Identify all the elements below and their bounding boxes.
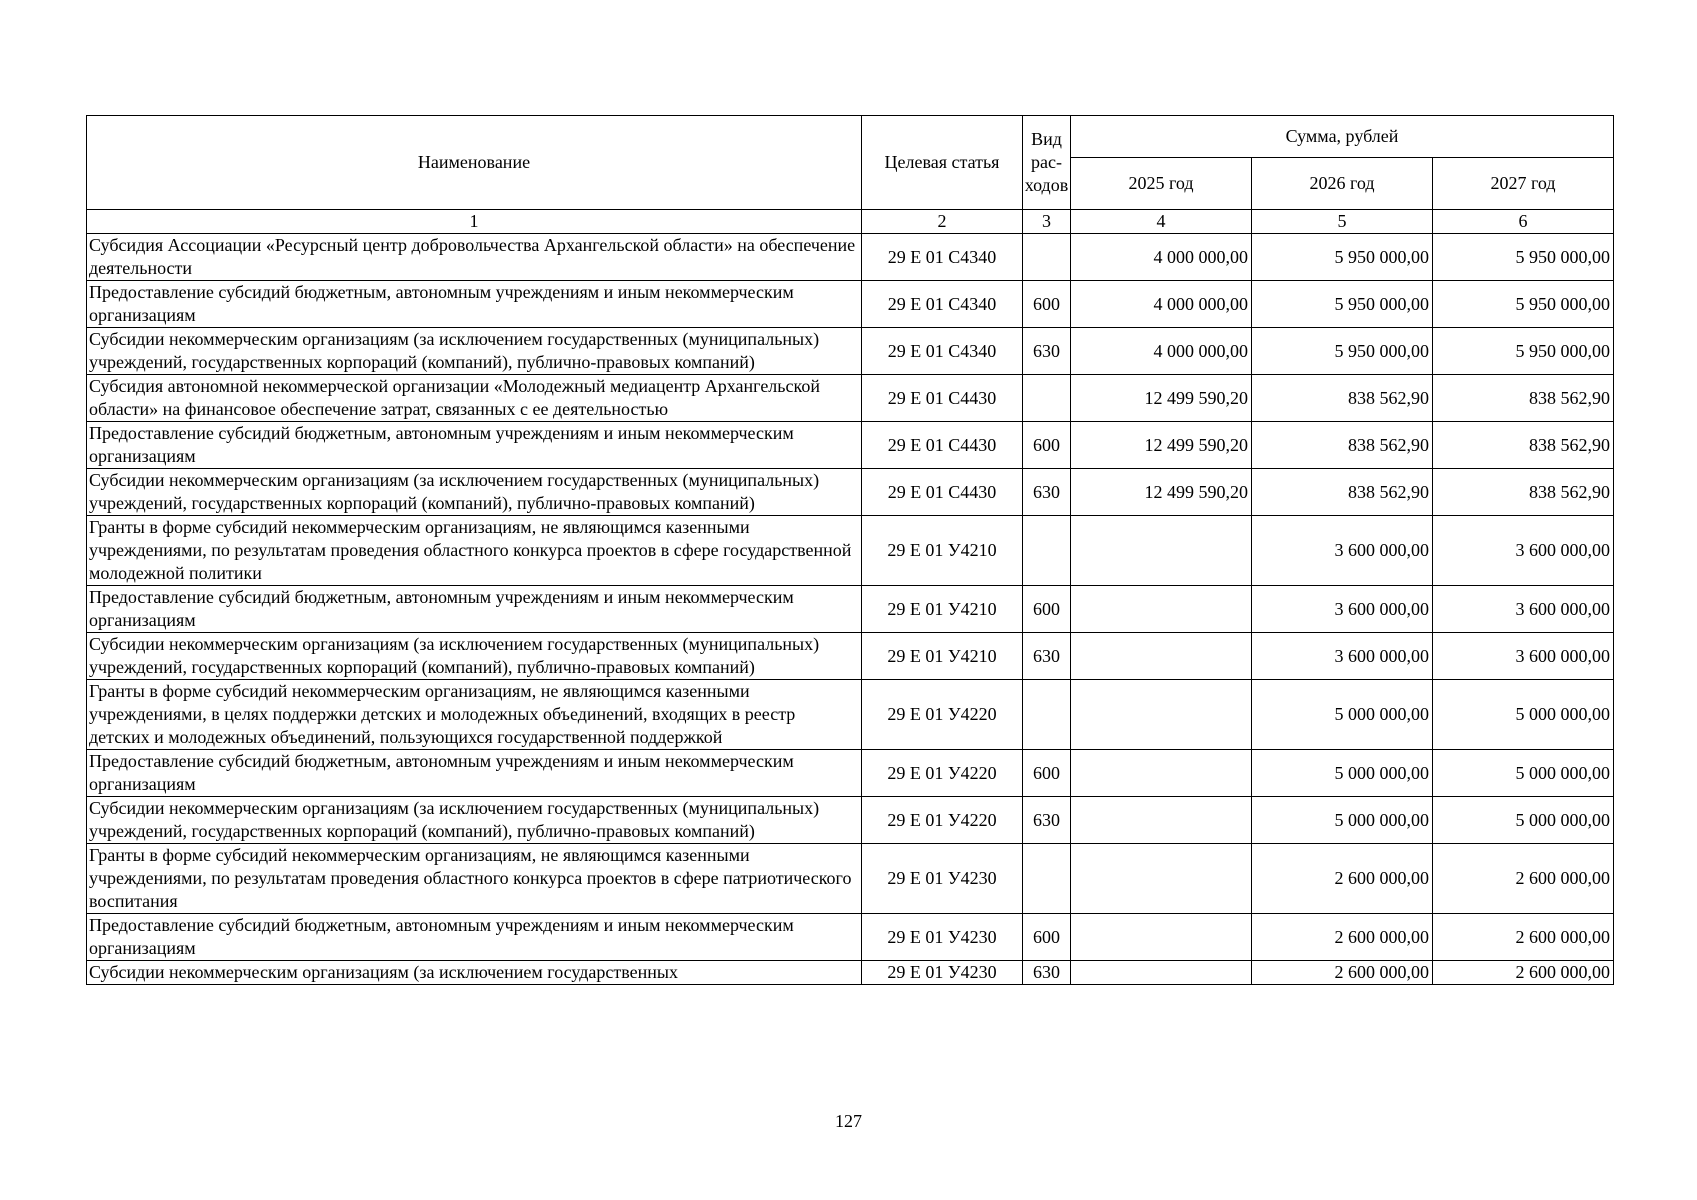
row-sum-2025 (1071, 633, 1252, 680)
table-header (87, 116, 1614, 234)
column-number: 1 (87, 210, 862, 234)
row-sum-2027: 5 950 000,00 (1433, 328, 1614, 375)
row-name: Субсидия Ассоциации «Ресурсный центр добровольчества Архангельской области» на обеспечение деятельности (87, 234, 862, 281)
row-target-code: 29 Е 01 У4230 (862, 844, 1023, 914)
row-name: Предоставление субсидий бюджетным, автономным учреждениям и иным некоммерческим организациям (87, 281, 862, 328)
row-expense-type: 630 (1023, 328, 1071, 375)
header-code: Целевая статья (862, 116, 1023, 210)
row-sum-2026: 5 000 000,00 (1252, 750, 1433, 797)
row-sum-2027: 2 600 000,00 (1433, 844, 1614, 914)
row-expense-type: 630 (1023, 633, 1071, 680)
row-sum-2027: 5 000 000,00 (1433, 797, 1614, 844)
table-row (87, 633, 1614, 680)
row-sum-2027: 3 600 000,00 (1433, 586, 1614, 633)
row-sum-2026: 3 600 000,00 (1252, 633, 1433, 680)
row-expense-type (1023, 844, 1071, 914)
row-name: Предоставление субсидий бюджетным, автономным учреждениям и иным некоммерческим организациям (87, 586, 862, 633)
header-vid: Вид рас-ходов (1023, 116, 1071, 210)
row-sum-2026: 5 950 000,00 (1252, 281, 1433, 328)
row-sum-2026: 5 000 000,00 (1252, 680, 1433, 750)
row-name: Гранты в форме субсидий некоммерческим организациям, не являющимся казенными учреждениями, по результатам проведения областного конкурса проектов в сфере государственной молодежной политики (87, 516, 862, 586)
row-name: Предоставление субсидий бюджетным, автономным учреждениям и иным некоммерческим организациям (87, 914, 862, 961)
row-target-code: 29 Е 01 У4210 (862, 586, 1023, 633)
header-sum: Сумма, рублей (1071, 116, 1614, 158)
budget-table (86, 115, 1614, 985)
row-target-code: 29 Е 01 С4430 (862, 422, 1023, 469)
row-name: Субсидии некоммерческим организациям (за исключением государственных (муниципальных) учреждений, государственных корпораций (компаний), публично-правовых компаний) (87, 633, 862, 680)
column-number: 4 (1071, 210, 1252, 234)
row-expense-type (1023, 680, 1071, 750)
row-sum-2026: 2 600 000,00 (1252, 844, 1433, 914)
row-sum-2025: 12 499 590,20 (1071, 422, 1252, 469)
row-expense-type: 630 (1023, 469, 1071, 516)
row-sum-2025 (1071, 914, 1252, 961)
row-sum-2027: 2 600 000,00 (1433, 961, 1614, 985)
table-row (87, 844, 1614, 914)
row-sum-2026: 3 600 000,00 (1252, 516, 1433, 586)
row-sum-2026: 838 562,90 (1252, 422, 1433, 469)
row-sum-2026: 2 600 000,00 (1252, 914, 1433, 961)
row-target-code: 29 Е 01 С4430 (862, 469, 1023, 516)
header-name: Наименование (87, 116, 862, 210)
row-sum-2027: 5 000 000,00 (1433, 680, 1614, 750)
row-expense-type (1023, 375, 1071, 422)
row-target-code: 29 Е 01 У4220 (862, 680, 1023, 750)
table-row (87, 328, 1614, 375)
table-row (87, 961, 1614, 985)
column-number: 2 (862, 210, 1023, 234)
row-name: Субсидии некоммерческим организациям (за исключением государственных (муниципальных) учреждений, государственных корпораций (компаний), публично-правовых компаний) (87, 797, 862, 844)
header-year-2027: 2027 год (1433, 158, 1614, 210)
row-sum-2027: 3 600 000,00 (1433, 633, 1614, 680)
row-name: Субсидии некоммерческим организациям (за исключением государственных (муниципальных) учреждений, государственных корпораций (компаний), публично-правовых компаний) (87, 328, 862, 375)
row-sum-2025 (1071, 797, 1252, 844)
row-sum-2027: 838 562,90 (1433, 469, 1614, 516)
row-sum-2027: 3 600 000,00 (1433, 516, 1614, 586)
row-name: Предоставление субсидий бюджетным, автономным учреждениям и иным некоммерческим организациям (87, 750, 862, 797)
row-sum-2026: 838 562,90 (1252, 375, 1433, 422)
table-row (87, 797, 1614, 844)
row-sum-2027: 838 562,90 (1433, 422, 1614, 469)
row-target-code: 29 Е 01 У4230 (862, 961, 1023, 985)
row-name: Предоставление субсидий бюджетным, автономным учреждениям и иным некоммерческим организациям (87, 422, 862, 469)
column-number-row (87, 210, 1614, 234)
row-sum-2026: 3 600 000,00 (1252, 586, 1433, 633)
row-target-code: 29 Е 01 У4210 (862, 516, 1023, 586)
row-target-code: 29 Е 01 У4220 (862, 797, 1023, 844)
row-target-code: 29 Е 01 С4340 (862, 234, 1023, 281)
row-expense-type: 600 (1023, 422, 1071, 469)
table-row (87, 422, 1614, 469)
row-target-code: 29 Е 01 У4220 (862, 750, 1023, 797)
row-sum-2026: 2 600 000,00 (1252, 961, 1433, 985)
row-name: Субсидии некоммерческим организациям (за исключением государственных (муниципальных) учреждений, государственных корпораций (компаний), публично-правовых компаний) (87, 469, 862, 516)
table-row (87, 680, 1614, 750)
row-expense-type: 600 (1023, 586, 1071, 633)
row-name: Субсидия автономной некоммерческой организации «Молодежный медиацентр Архангельской области» на финансовое обеспечение затрат, связанных с ее деятельностью (87, 375, 862, 422)
row-expense-type: 600 (1023, 281, 1071, 328)
row-sum-2027: 5 950 000,00 (1433, 234, 1614, 281)
page-number: 127 (835, 1111, 862, 1131)
row-sum-2025: 4 000 000,00 (1071, 328, 1252, 375)
row-sum-2025 (1071, 586, 1252, 633)
column-number: 5 (1252, 210, 1433, 234)
row-sum-2026: 5 000 000,00 (1252, 797, 1433, 844)
row-sum-2026: 5 950 000,00 (1252, 234, 1433, 281)
row-target-code: 29 Е 01 У4210 (862, 633, 1023, 680)
row-sum-2027: 5 000 000,00 (1433, 750, 1614, 797)
table-body (87, 234, 1614, 985)
table-row (87, 586, 1614, 633)
row-target-code: 29 Е 01 С4430 (862, 375, 1023, 422)
table-row (87, 234, 1614, 281)
row-sum-2025: 4 000 000,00 (1071, 281, 1252, 328)
table-row (87, 750, 1614, 797)
row-sum-2025 (1071, 750, 1252, 797)
table-row (87, 516, 1614, 586)
row-sum-2025 (1071, 680, 1252, 750)
table-row (87, 375, 1614, 422)
row-sum-2026: 838 562,90 (1252, 469, 1433, 516)
row-expense-type (1023, 516, 1071, 586)
row-name: Гранты в форме субсидий некоммерческим организациям, не являющимся казенными учреждениями, в целях поддержки детских и молодежных объединений, входящих в реестр детских и молодежных объединений, пользующихся государственной поддержкой (87, 680, 862, 750)
row-expense-type: 630 (1023, 797, 1071, 844)
row-sum-2025: 12 499 590,20 (1071, 469, 1252, 516)
row-expense-type (1023, 234, 1071, 281)
header-year-2026: 2026 год (1252, 158, 1433, 210)
header-year-2025: 2025 год (1071, 158, 1252, 210)
row-name: Субсидии некоммерческим организациям (за исключением государственных (87, 961, 862, 985)
row-sum-2025: 4 000 000,00 (1071, 234, 1252, 281)
row-sum-2026: 5 950 000,00 (1252, 328, 1433, 375)
row-sum-2025 (1071, 961, 1252, 985)
column-number: 6 (1433, 210, 1614, 234)
row-sum-2025: 12 499 590,20 (1071, 375, 1252, 422)
row-sum-2025 (1071, 516, 1252, 586)
row-target-code: 29 Е 01 С4340 (862, 328, 1023, 375)
row-name: Гранты в форме субсидий некоммерческим организациям, не являющимся казенными учреждениями, по результатам проведения областного конкурса проектов в сфере патриотического воспитания (87, 844, 862, 914)
row-expense-type: 600 (1023, 750, 1071, 797)
row-expense-type: 630 (1023, 961, 1071, 985)
table-row (87, 281, 1614, 328)
table-row (87, 469, 1614, 516)
row-target-code: 29 Е 01 С4340 (862, 281, 1023, 328)
row-target-code: 29 Е 01 У4230 (862, 914, 1023, 961)
row-sum-2025 (1071, 844, 1252, 914)
row-sum-2027: 5 950 000,00 (1433, 281, 1614, 328)
table-row (87, 914, 1614, 961)
row-expense-type: 600 (1023, 914, 1071, 961)
row-sum-2027: 2 600 000,00 (1433, 914, 1614, 961)
row-sum-2027: 838 562,90 (1433, 375, 1614, 422)
column-number: 3 (1023, 210, 1071, 234)
